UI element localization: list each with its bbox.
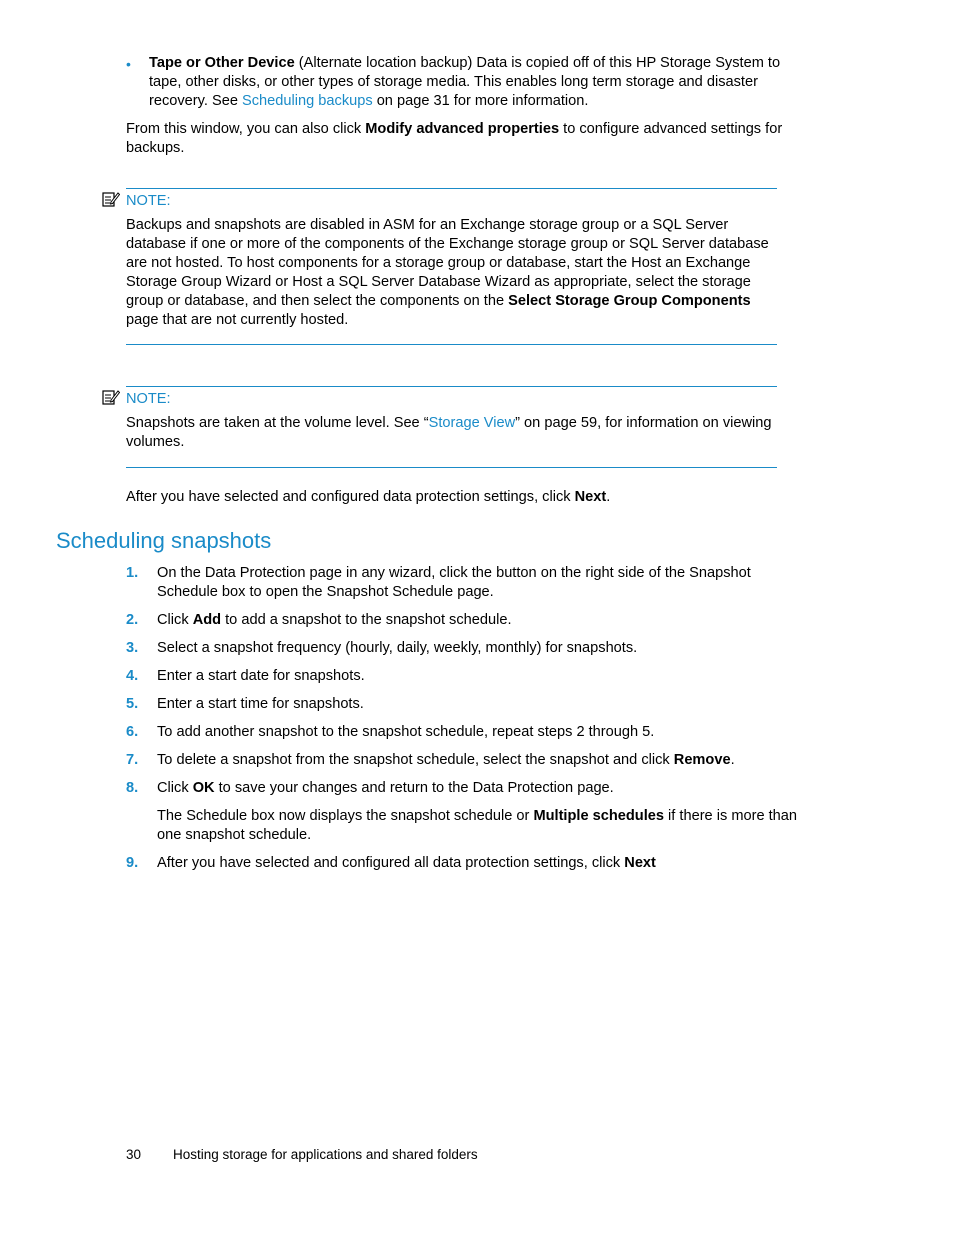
bullet-tape-device: [149, 54, 809, 111]
note2-text-2: ” on page 59, for information on viewing volumes.: [126, 415, 772, 450]
step-text: Enter a start date for snapshots.: [157, 668, 365, 684]
note2-label: NOTE:: [126, 391, 171, 407]
step-number: 1.: [126, 565, 139, 581]
modify-advanced-properties-term: Modify advanced properties: [365, 121, 560, 137]
step-number: 9.: [126, 855, 139, 871]
section-heading: Scheduling snapshots: [56, 528, 272, 553]
note1-text-2: page that are not currently hosted.: [126, 312, 349, 328]
note2-text: [126, 414, 782, 452]
footer-title: Hosting storage for applications and shared folders: [173, 1147, 478, 1162]
note2-top-rule: [126, 386, 777, 387]
next-para-text-2: .: [606, 489, 611, 505]
note1-bottom-rule: [126, 344, 777, 345]
note2-text-1: Snapshots are taken at the volume level. See “: [126, 415, 429, 431]
note-pencil-icon: [102, 191, 120, 207]
note1-text: [126, 216, 782, 330]
advanced-properties-paragraph: [126, 120, 816, 158]
step-text: Select a snapshot frequency (hourly, daily, weekly, monthly) for snapshots.: [157, 640, 638, 656]
bullet-text-2: on page 31 for more information.: [372, 93, 589, 109]
note2-bottom-rule: [126, 467, 777, 468]
step-number: 6.: [126, 724, 139, 740]
scheduling-backups-link[interactable]: Scheduling backups: [242, 93, 373, 109]
step-number: 8.: [126, 780, 139, 796]
multiple-schedules-term: Multiple schedules: [533, 808, 664, 824]
select-storage-group-components-term: Select Storage Group Components: [508, 293, 751, 309]
step-number: 2.: [126, 612, 139, 628]
step-text: Click Add to add a snapshot to the snapshot schedule.: [157, 612, 512, 628]
step-number: 7.: [126, 752, 139, 768]
para-text-2: to configure advanced settings for backups.: [126, 121, 783, 156]
bullet-term: Tape or Other Device: [149, 55, 295, 71]
step-text: To add another snapshot to the snapshot schedule, repeat steps 2 through 5.: [157, 724, 655, 740]
step-text: Enter a start time for snapshots.: [157, 696, 364, 712]
step-text: After you have selected and configured all data protection settings, click Next: [157, 855, 656, 871]
step8-subparagraph: The Schedule box now displays the snapshot schedule or Multiple schedules if there is more than one snapshot schedule.: [157, 808, 798, 843]
note-pencil-icon: [102, 389, 120, 405]
note1-top-rule: [126, 188, 777, 189]
step-number: 5.: [126, 696, 139, 712]
step-number: 3.: [126, 640, 139, 656]
bullet-marker: •: [126, 56, 131, 72]
step-text: Click OK to save your changes and return to the Data Protection page.: [157, 780, 614, 796]
next-paragraph: [126, 488, 816, 507]
next-para-text-1: After you have selected and configured data protection settings, click: [126, 489, 575, 505]
next-term: Next: [574, 489, 607, 505]
para-text-1: From this window, you can also click: [126, 121, 366, 137]
page-number: 30: [126, 1147, 142, 1162]
step-text: On the Data Protection page in any wizard, click the button on the right side of the Snapshot Schedule box to open the Snapshot Schedule page.: [157, 565, 751, 600]
note1-label: NOTE:: [126, 193, 171, 209]
storage-view-link[interactable]: Storage View: [428, 415, 516, 431]
step-text: To delete a snapshot from the snapshot schedule, select the snapshot and click Remove.: [157, 752, 735, 768]
bullet-text-1: (Alternate location backup) Data is copied off of this HP Storage System to tape, other disks, or other types of storage media. This enables long term storage and disaster recovery. See: [149, 55, 781, 109]
note1-text-1: Backups and snapshots are disabled in ASM for an Exchange storage group or a SQL Server database if one or more of the components of the Exchange storage group or SQL Server database are not hosted. To host components for a storage group or database, start the Host an Exchange Storage Group Wizard or Host a SQL Server Database Wizard as appropriate, select the storage group or database, and then select the components on the: [126, 217, 769, 309]
step-number: 4.: [126, 668, 139, 684]
